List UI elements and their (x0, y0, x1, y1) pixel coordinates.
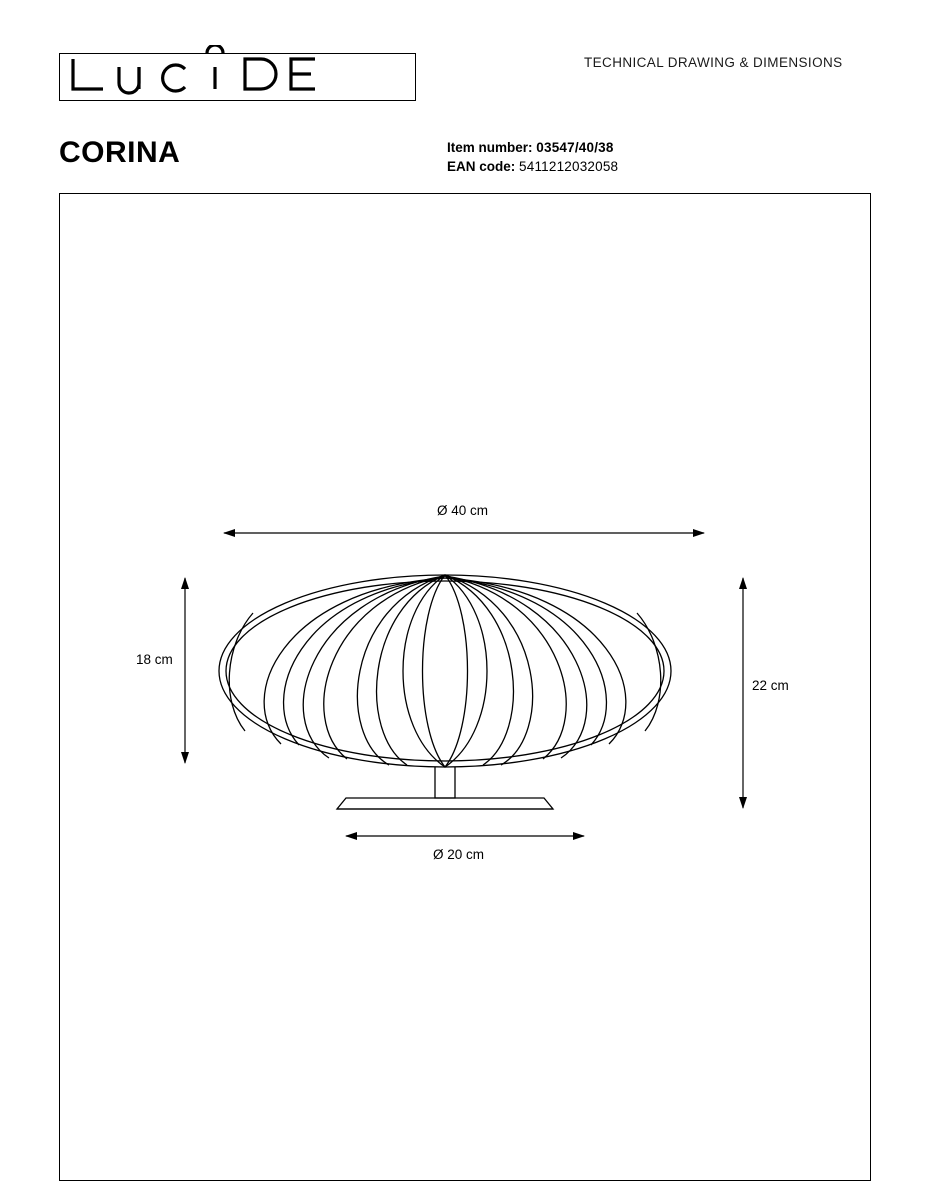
lamp-base (337, 767, 553, 809)
ean-code-label: EAN code: (447, 159, 516, 174)
lucide-logo (59, 45, 416, 109)
header-title: TECHNICAL DRAWING & DIMENSIONS (584, 55, 843, 70)
item-number-row (447, 138, 618, 157)
lamp-shade (219, 575, 671, 767)
product-meta (447, 138, 618, 176)
technical-drawing (59, 193, 871, 1181)
ean-code-row (447, 157, 618, 176)
item-number-value: 03547/40/38 (536, 140, 614, 155)
dimension-left-label: 18 cm (136, 652, 173, 667)
ean-code-value: 5411212032058 (519, 159, 619, 174)
item-number-label: Item number: (447, 140, 533, 155)
dimension-bottom-label: Ø 20 cm (433, 847, 485, 862)
dimension-right-label: 22 cm (752, 678, 789, 693)
page-title: CORINA (59, 136, 181, 169)
dimension-top-label: Ø 40 cm (437, 503, 489, 518)
